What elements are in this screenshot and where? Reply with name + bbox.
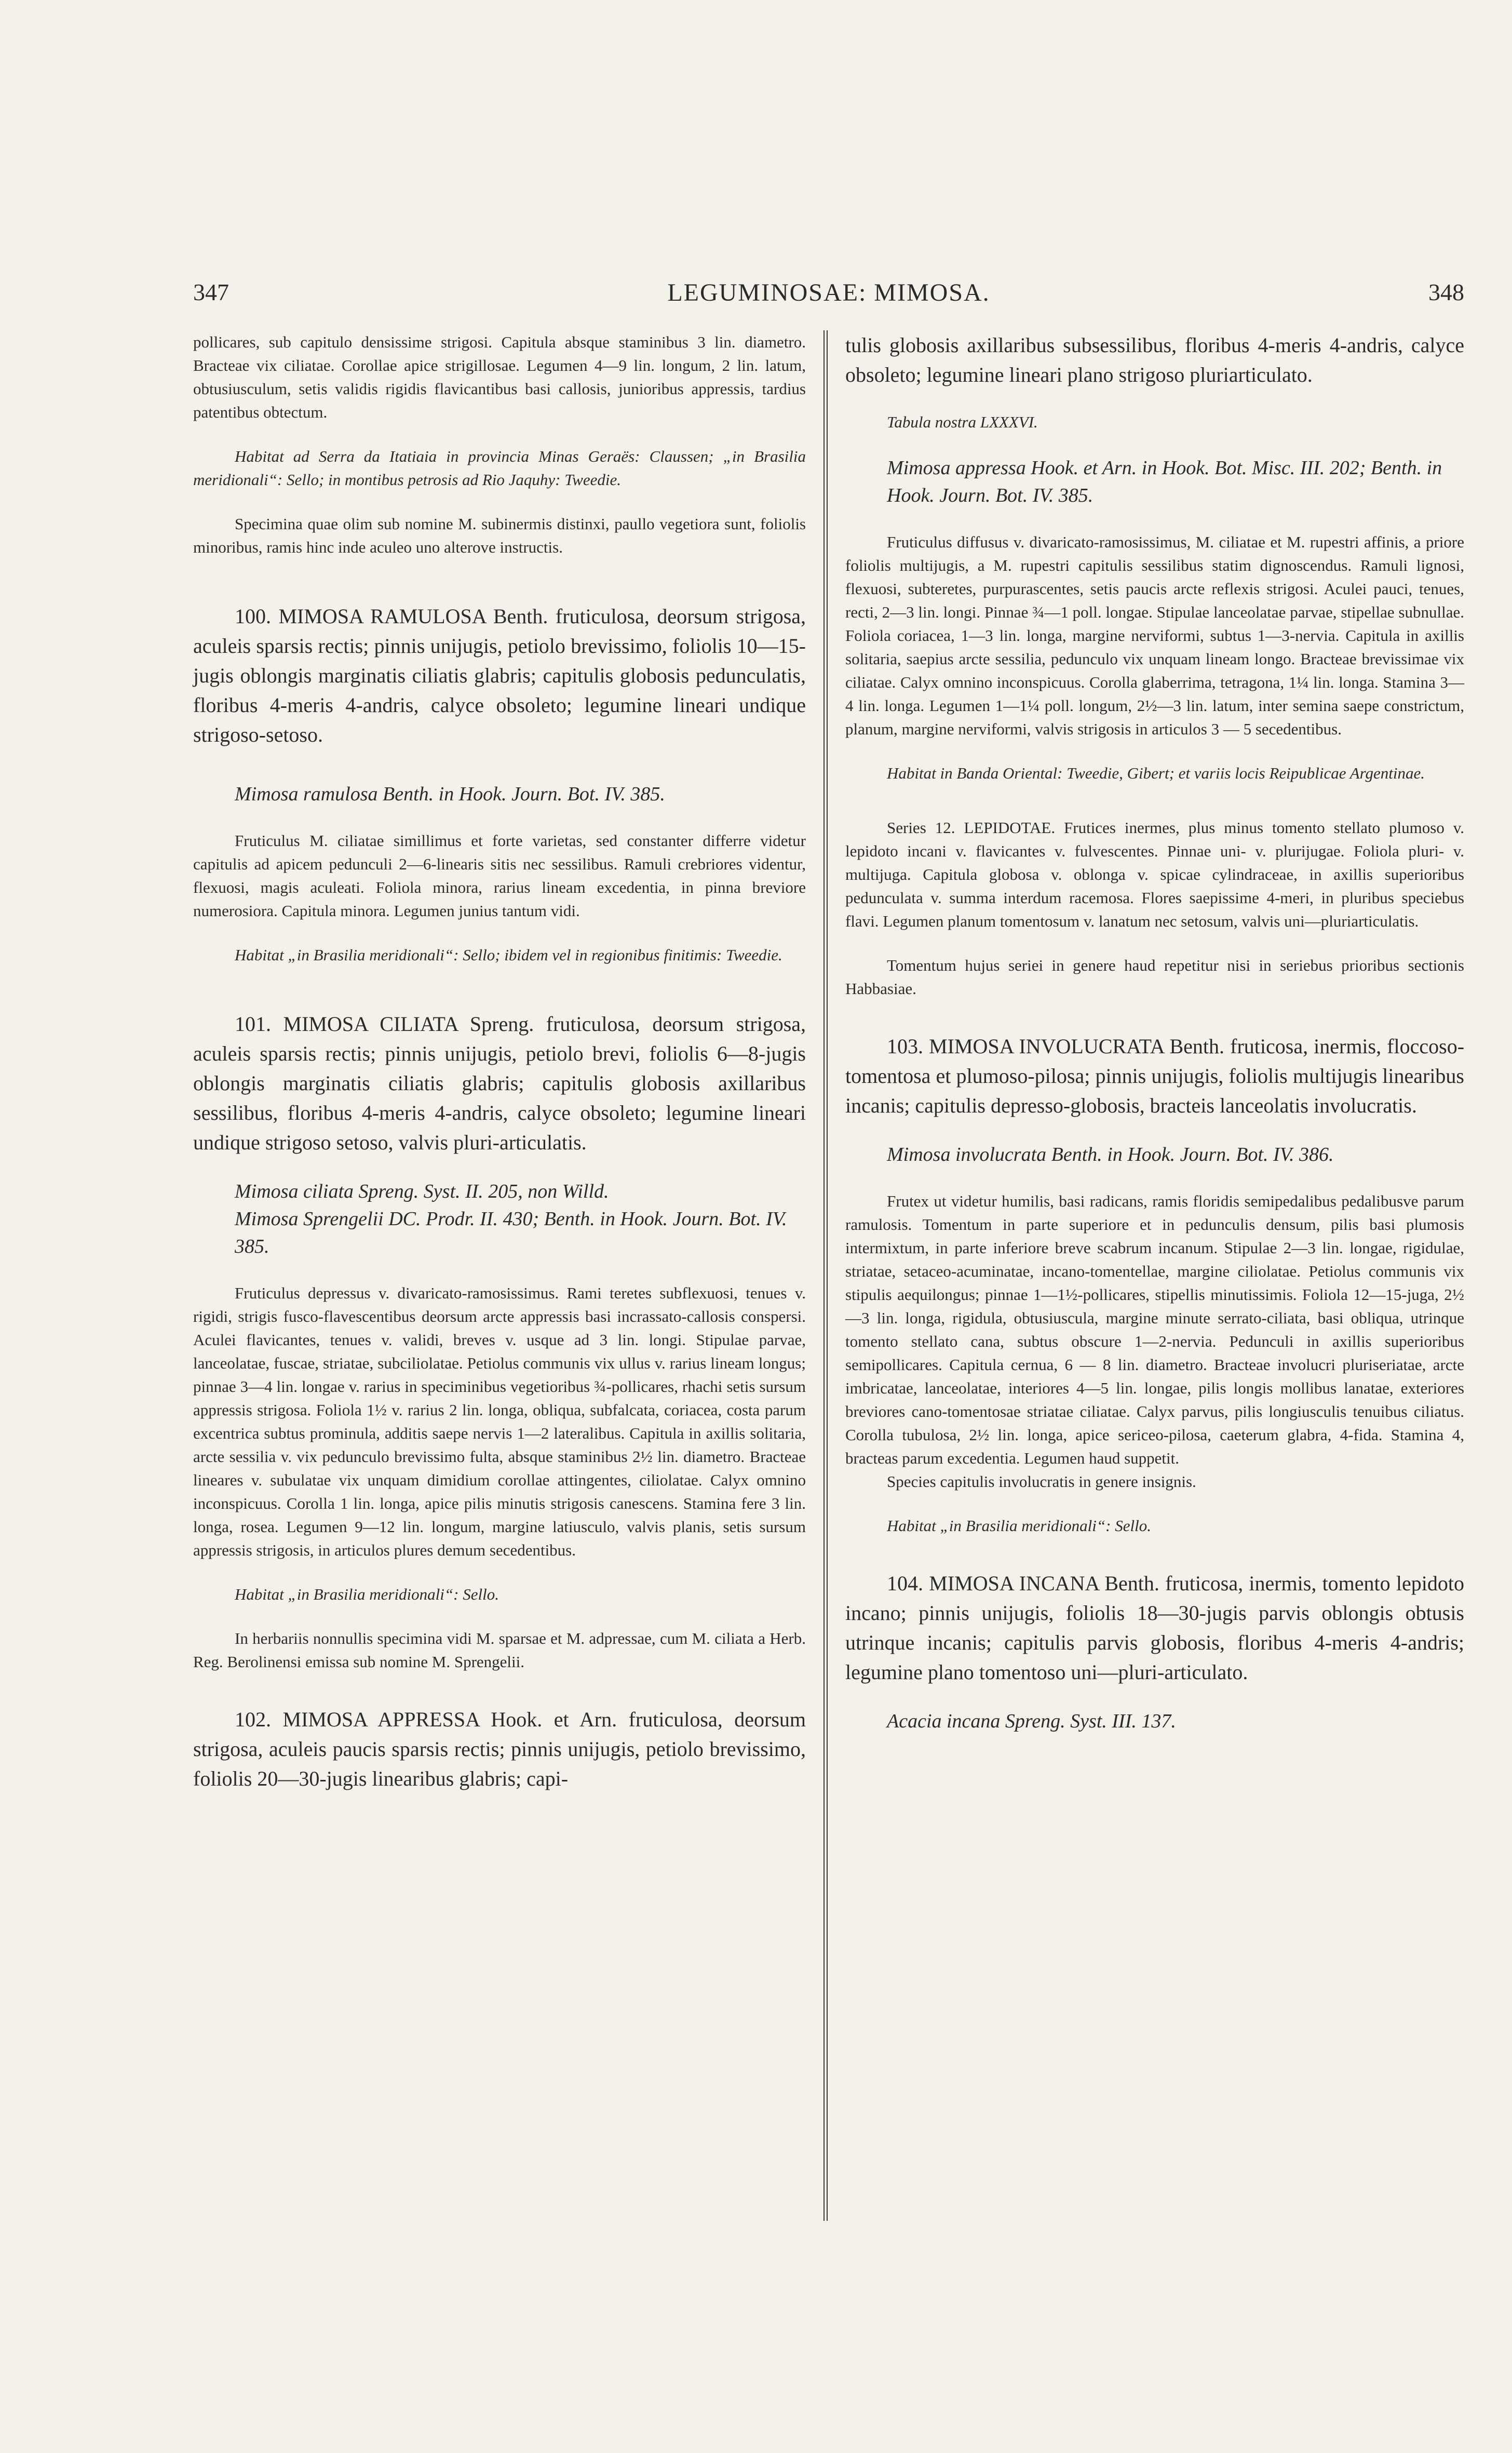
left-column [193,330,806,1793]
species-102-title: 102. MIMOSA APPRESSA Hook. et Arn. [235,1708,617,1731]
species-100-title: 100. MIMOSA RAMULOSA Benth. [235,605,548,628]
species-102-diagnosis-cont: tulis globosis axillaribus subsessilibus, floribus 4-meris 4-andris, calyce obsoleto; legumine lineari plano strigoso pluriarticulato. [845,333,1464,386]
species-101-habitat: Habitat „in Brasilia meridionali“: Sello. [235,1585,499,1603]
page-header [193,278,1464,315]
species-103-note: Species capitulis involucratis in genere insignis. [887,1472,1196,1491]
species-103-description: Frutex ut videtur humilis, basi radicans, ramis floridis semipedalibus pedalibusve parum ramulosis. Tomentum in parte superiore et in pedunculis densum, pilis basi plumosis intermixtum, in parte inferiore breve scabrum incanum. Stipulae 2—3 lin. longae, rigidulae, striatae, setaceo-acuminatae, incano-tomentellae, margine ciliolatae. Petiolus communis vix stipulis aequilongus; pinnae 1—1½-pollicares, stipellis minutissimis. Foliola 12—15-juga, 2½—3 lin. longa, rigidula, obtusiuscula, margine minute serrato-ciliata, basi obliqua, utrinque tomento stellato cana, subtus obscure 1—2-nervia. Pedunculi in axillis superioribus semipollicares. Capitula cernua, 6 — 8 lin. diametro. Bracteae involucri pluriseriatae, arcte imbricatae, lanceolatae, interiores 4—5 lin. longae, pilis longis mollibus lanatae, exteriores breviores cano-tomentosae striatae ciliatae. Calyx parvus, pilis longiusculis tenuibus ciliatus. Corolla tubulosa, 2½ lin. longa, apice sericeo-pilosa, caeterum glabra, 4-fida. Stamina 4, bracteas parum excedentia. Legumen haud suppetit. [845,1192,1464,1467]
species-101-note: In herbariis nonnullis specimina vidi M. sparsae et M. adpressae, cum M. ciliata a Herb. Reg. Berolinensi emissa sub nomine M. Sprengelii. [193,1629,806,1671]
page-number-left: 347 [193,279,229,305]
species-103-habitat: Habitat „in Brasilia meridionali“: Sello. [887,1517,1151,1535]
species-100-synonym: Mimosa ramulosa Benth. in Hook. Journ. Bot. IV. 385. [235,783,665,805]
note-99: Specimina quae olim sub nomine M. subinermis distinxi, paullo vegetiora sunt, foliolis minoribus, ramis hinc inde aculeo uno alterove instructis. [193,515,806,556]
species-100-habitat: Habitat „in Brasilia meridionali“: Sello; ibidem vel in regionibus finitimis: Tweedie. [235,946,782,964]
species-101-synonym-1: Mimosa ciliata Spreng. Syst. II. 205, non Willd. [235,1181,609,1202]
species-102-synonym: Mimosa appressa Hook. et Arn. in Hook. Bot. Misc. III. 202; Benth. in Hook. Journ. Bot. IV. 385. [887,457,1442,506]
species-103-diagnosis: 103. MIMOSA INVOLUCRATA Benth. fruticosa, inermis, floccoso-tomentosa et plumoso-pilosa; pinnis unijugis, foliolis multijugis linearibus incanis; capitulis depresso-globosis, bracteis lanceolatis involucratis. [845,1035,1465,1117]
page-number-right: 348 [1428,279,1464,305]
species-100-diagnosis: 100. MIMOSA RAMULOSA Benth. fruticulosa, deorsum strigosa, aculeis sparsis rectis; pinnis unijugis, petiolo brevissimo, foliolis 10—15-jugis oblongis marginatis ciliatis glabris; capitulis globosis pedunculatis, floribus 4-meris 4-andris, calyce obsoleto; legumine lineari undique strigoso-setoso. [193,605,806,746]
habitat-99: Habitat ad Serra da Itatiaia in provincia Minas Geraës: Claussen; „in Brasilia meridionali“: Sello; in montibus petrosis ad Rio Jaquhy: Tweedie. [193,447,806,489]
species-104-diagnosis: 104. MIMOSA INCANA Benth. fruticosa, inermis, tomento lepidoto incano; pinnis unijugis, foliolis 18—30-jugis parvis oblongis obtusis utrinque incanis; capitulis parvis globosis, floribus 4-meris 4-andris; legumine plano tomentoso uni—pluri-articulato. [845,1572,1465,1684]
species-101-description: Fruticulus depressus v. divaricato-ramosissimus. Rami teretes subflexuosi, tenues v. rigidi, strigis fusco-flavescentibus deorsum arcte appressis basi incrassato-callosis conspersi. Aculei flavicantes, tenues v. validi, breves v. usque ad 3 lin. longi. Stipulae parvae, lanceolatae, fuscae, striatae, subciliolatae. Petiolus communis vix ullus v. rarius lineam longus; pinnae 3—4 lin. longae v. rarius in speciminibus vegetioribus ¾-pollicares, rhachi setis sursum appressis strigosa. Foliola 1½ v. rarius 2 lin. longa, obliqua, subfalcata, coriacea, costa parum excentrica subtus prominula, additis saepe nervis 1—2 lateralibus. Capitula in axillis solitaria, arcte sessilia v. vix pedunculo brevissimo fulta, absque staminibus 2½ lin. diametro. Bracteae lineares v. subulatae vix unquam dimidium corollae attingentes, ciliolatae. Calyx omnino inconspicuus. Corolla 1 lin. longa, apice pilis minutis strigosis canescens. Stamina fere 3 lin. longa, rosea. Legumen 9—12 lin. longum, margine latiusculo, valvis planis, setis sursum appressis strigosis, in articulos plures demum secedentibus. [193,1284,806,1559]
species-102-diagnosis: 102. MIMOSA APPRESSA Hook. et Arn. fruticulosa, deorsum strigosa, aculeis paucis sparsis rectis; pinnis unijugis, petiolo brevissimo, foliolis 20—30-jugis linearibus glabris; capi- [193,1708,806,1790]
series-note: Tomentum hujus seriei in genere haud repetitur nisi in seriebus prioribus sectionis Habbasiae. [845,956,1464,998]
species-100-description: Fruticulus M. ciliatae simillimus et forte varietas, sed constanter differre videtur capitulis ad apicem pedunculi 2—6-linearis sitis nec sessilibus. Ramuli crebriores videntur, flexuosi, magis aculeati. Foliola minora, rarius lineam excedentia, in pinna breviore numerosiora. Capitula minora. Legumen junius tantum vidi. [193,832,806,920]
species-103-title: 103. MIMOSA INVOLUCRATA Benth. [887,1035,1225,1058]
species-101-title: 101. MIMOSA CILIATA Spreng. [235,1012,534,1036]
species-104-title: 104. MIMOSA INCANA Benth. [887,1572,1159,1595]
species-101-synonym-2: Mimosa Sprengelii DC. Prodr. II. 430; Benth. in Hook. Journ. Bot. IV. 385. [235,1208,787,1257]
species-102-habitat: Habitat in Banda Oriental: Tweedie, Gibert; et variis locis Reipublicae Argentinae. [887,764,1425,782]
running-title: LEGUMINOSAE: MIMOSA. [667,279,990,306]
continued-description: pollicares, sub capitulo densissime strigosi. Capitula absque staminibus 3 lin. diametro. Bracteae vix ciliatae. Corollae apice strigillosae. Legumen 4—9 lin. longum, 2 lin. latum, obtusiusculum, setis validis rigidis flavicantibus basi callosis, junioribus appressis, tardius patentibus obtectum. [193,333,806,421]
species-104-synonym: Acacia incana Spreng. Syst. III. 137. [887,1710,1176,1732]
series-lepidotae: Series 12. LEPIDOTAE. Frutices inermes, plus minus tomento stellato plumoso v. lepidoto incani v. flavicantes v. fulvescentes. Pinnae uni- v. plurijugae. Foliola pluri- v. multijuga. Capitula globosa v. oblonga v. spicae cylindraceae, in axillis superioribus pedunculata v. summa interdum racemosa. Flores saepissime 4-meri, in pluribus speciebus flavi. Legumen planum tomentosum v. lanatum nec setosum, valvis uni—pluriarticulatis. [845,819,1464,930]
species-103-synonym: Mimosa involucrata Benth. in Hook. Journ. Bot. IV. 386. [887,1144,1334,1165]
plate-reference: Tabula nostra LXXXVI. [887,413,1038,431]
column-divider [824,330,828,2221]
species-102-description: Fruticulus diffusus v. divaricato-ramosissimus, M. ciliatae et M. rupestri affinis, a priore foliolis multijugis, a M. rupestri capitulis sessilibus statim dignoscendus. Ramuli lignosi, flexuosi, subteretes, purpurascentes, setis paucis arcte reflexis strigosi. Aculei pauci, tenues, recti, 2—3 lin. longi. Pinnae ¾—1 poll. longae. Stipulae lanceolatae parvae, stipellae subnullae. Foliola coriacea, 1—3 lin. longa, margine nerviformi, subtus 1—3-nervia. Capitula in axillis solitaria, saepius arcte sessilia, pedunculo vix unquam lineam longo. Bracteae brevissimae vix ciliatae. Calyx omnino inconspicuus. Corolla glaberrima, tetragona, 1¼ lin. longa. Stamina 3—4 lin. longa. Legumen 1—1¼ poll. longum, 2½—3 lin. latum, inter semina saepe constrictum, planum, margine nerviformi, valvis strigosis in articulos 3 — 5 secedentibus. [845,533,1464,738]
right-column [845,330,1464,1735]
species-101-diagnosis: 101. MIMOSA CILIATA Spreng. fruticulosa, deorsum strigosa, aculeis sparsis rectis; pinnis unijugis, petiolo brevi, foliolis 6—8-jugis oblongis marginatis ciliatis glabris; capitulis globosis axillaribus sessilibus, floribus 4-meris 4-andris, calyce obsoleto; legumine lineari undique strigoso setoso, valvis pluri-articulatis. [193,1012,806,1154]
